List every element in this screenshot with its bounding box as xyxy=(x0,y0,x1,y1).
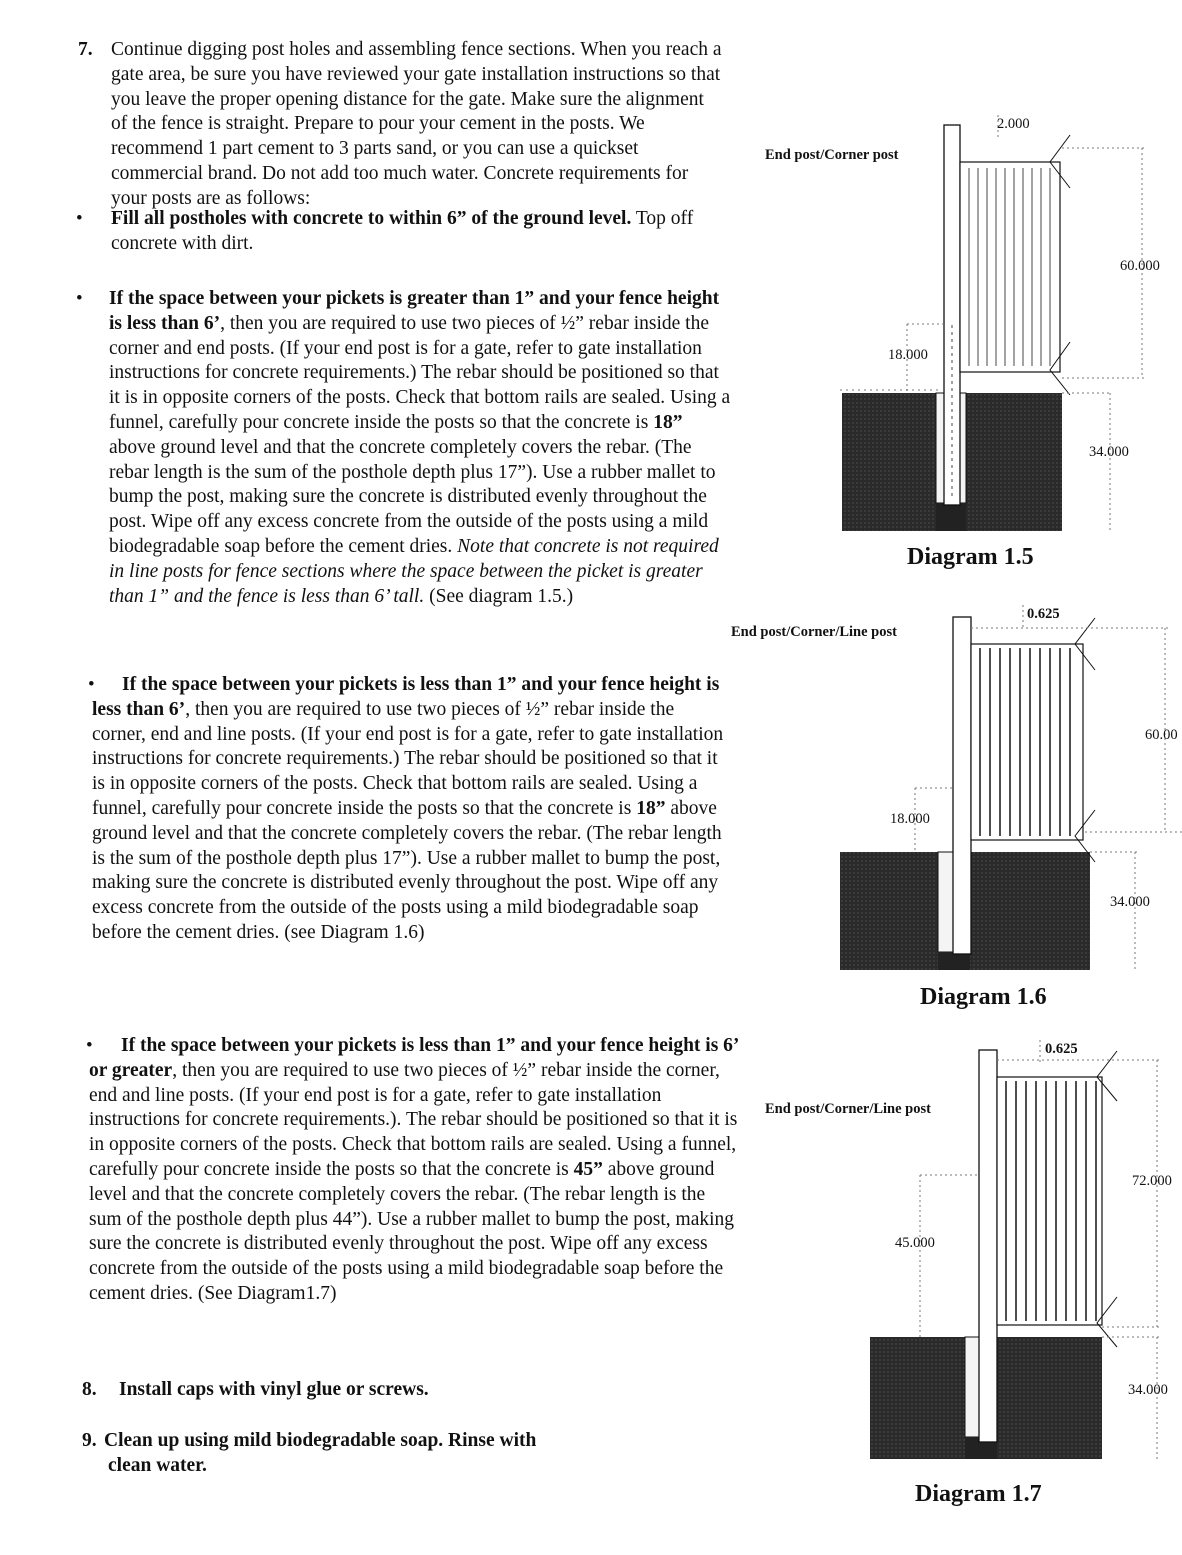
diagram-1-6-caption: Diagram 1.6 xyxy=(920,984,1047,1010)
bullet-4-text xyxy=(89,1034,741,1307)
diagram-1-7-fence-height: 72.000 xyxy=(1132,1173,1172,1189)
step-9-number: 9. xyxy=(82,1430,97,1451)
bullet-1-rest: Top off concrete with dirt. xyxy=(111,208,694,254)
step-7-number: 7. xyxy=(78,39,93,60)
diagram-1-5-concrete-above: 18.000 xyxy=(888,347,928,363)
bullet-3-marker: • xyxy=(88,674,95,695)
diagram-1-5 xyxy=(740,110,1160,580)
diagram-1-6-post-label: End post/Corner/Line post xyxy=(731,624,897,640)
bullet-2-text-1: , then you are required to use two pieces of ½” rebar inside the corner and end posts. (If your end post is for a gate, refer to gate installation instructions for concrete requirements.) The rebar should be positioned so that it is in opposite corners of the posts. Check that bottom rails are sealed. Using a funnel, carefully pour concrete inside the posts so that the concrete is xyxy=(109,312,731,433)
diagram-1-5-fence-height: 60.000 xyxy=(1120,258,1160,274)
bullet-2-italic-note: Note that concrete is not required in line posts for fence sections where the space between the picket is greater than 1” and the fence is less than 6’ tall. xyxy=(109,535,719,607)
diagram-1-5-top-width: 2.000 xyxy=(997,116,1030,132)
step-8-number: 8. xyxy=(82,1379,97,1400)
diagram-1-7-post-label: End post/Corner/Line post xyxy=(765,1101,931,1117)
bullet-3-bold-1: If the space between your pickets is less than 1” and your fence height is less than 6’ xyxy=(92,674,720,720)
post xyxy=(953,617,971,954)
bullet-4-text-2: above ground level and that the concrete completely covers the rebar. (The rebar length is the sum of the posthole depth plus 44”). Use a rubber mallet to bump the post, making sure the concrete is distributed evenly throughout the post. Wipe off any excess concrete from the outside of the posts using a mild biodegradable soap before the cement dries. (See Diagram1.7) xyxy=(89,1158,735,1304)
bullet-2-text xyxy=(109,287,731,609)
diagram-1-5-hole-depth: 34.000 xyxy=(1089,444,1129,460)
bullet-3-text xyxy=(92,673,724,946)
post xyxy=(944,125,960,505)
bullet-4-bold-2: 45” xyxy=(573,1158,603,1180)
diagram-1-6 xyxy=(725,600,1182,1020)
bullet-1-bold: Fill all postholes with concrete to within 6” of the ground level. xyxy=(111,208,632,229)
diagram-1-7-hole-depth: 34.000 xyxy=(1128,1382,1168,1398)
diagram-1-7 xyxy=(755,1035,1182,1535)
step-9-line-2: clean water. xyxy=(108,1455,207,1476)
fence-panel xyxy=(960,162,1060,372)
diagram-1-7-concrete-above: 45.000 xyxy=(895,1235,935,1251)
bullet-2-bold-1: If the space between your pickets is greater than 1” and your fence height is less than 6’ xyxy=(109,288,720,334)
diagram-1-5-drawing xyxy=(740,110,1160,580)
post xyxy=(979,1050,997,1442)
bullet-3-bold-2: 18” xyxy=(636,797,666,819)
bullet-4-marker: • xyxy=(86,1035,93,1056)
bullet-4-bold-1: If the space between your pickets is less than 1” and your fence height is 6’ or greater xyxy=(89,1035,738,1081)
diagram-1-6-top-width: 0.625 xyxy=(1027,606,1060,622)
diagram-1-5-caption: Diagram 1.5 xyxy=(907,544,1034,570)
bullet-2-marker: • xyxy=(76,288,83,309)
bullet-2-text-2: above ground level and that the concrete completely covers the rebar. (The rebar length is the sum of the posthole depth plus 17”). Use a rubber mallet to bump the post, making sure the concrete is distributed evenly throughout the post. Wipe off any excess concrete from the outside of the posts using a mild biodegradable soap before the cement dries. xyxy=(109,436,716,557)
diagram-1-6-drawing xyxy=(725,600,1182,980)
diagram-1-7-caption: Diagram 1.7 xyxy=(915,1481,1042,1507)
bullet-3-text-1: , then you are required to use two pieces of ½” rebar inside the corner, end and line posts. (If your end post is for a gate, refer to gate installation instructions for concrete requirements.) The rebar should be positioned so that it is in opposite corners of the posts. Check that bottom rails are sealed. Using a funnel, carefully pour concrete inside the posts so that the concrete is xyxy=(92,698,724,819)
diagram-1-5-post-label: End post/Corner post xyxy=(765,147,899,163)
bullet-2-text-3: (See diagram 1.5.) xyxy=(424,585,574,607)
bullet-1-marker: • xyxy=(76,208,83,229)
diagram-1-7-top-width: 0.625 xyxy=(1045,1041,1078,1057)
fence-panel xyxy=(971,644,1083,840)
diagram-1-7-drawing xyxy=(755,1035,1182,1465)
diagram-1-6-hole-depth: 34.000 xyxy=(1110,894,1150,910)
diagram-1-6-fence-height: 60.00 xyxy=(1145,727,1178,743)
bullet-1-text xyxy=(111,207,723,257)
step-7-text: Continue digging post holes and assembling fence sections. When you reach a gate area, be sure you have reviewed your gate installation instructions so that you leave the proper opening distance for the gate. Make sure the alignment of the fence is straight. Prepare to pour your cement in the posts. We recommend 1 part cement to 3 parts sand, or you can use a quickset commercial brand. Do not add too much water. Concrete requirements for your posts are as follows: xyxy=(111,39,722,209)
step-9-line-1: Clean up using mild biodegradable soap. Rinse with xyxy=(104,1430,537,1451)
diagram-1-6-concrete-above: 18.000 xyxy=(890,811,930,827)
bullet-2-bold-2: 18” xyxy=(653,411,683,433)
step-8-text: Install caps with vinyl glue or screws. xyxy=(119,1379,429,1400)
bullet-4-text-1: , then you are required to use two pieces of ½” rebar inside the corner, end and line posts. (If your end post is for a gate, refer to gate installation instructions for concrete requirements.). The rebar should be positioned so that it is in opposite corners of the posts. Check that bottom rails are sealed. Using a funnel, carefully pour concrete inside the posts so that the concrete is xyxy=(89,1059,738,1180)
bullet-3-text-2: above ground level and that the concrete completely covers the rebar. (The rebar length is the sum of the posthole depth plus 17”). Use a rubber mallet to bump the post, making sure the concrete is distributed evenly throughout the post. Wipe off any excess concrete from the outside of the posts using a mild biodegradable soap before the cement dries. (see Diagram 1.6) xyxy=(92,797,722,943)
